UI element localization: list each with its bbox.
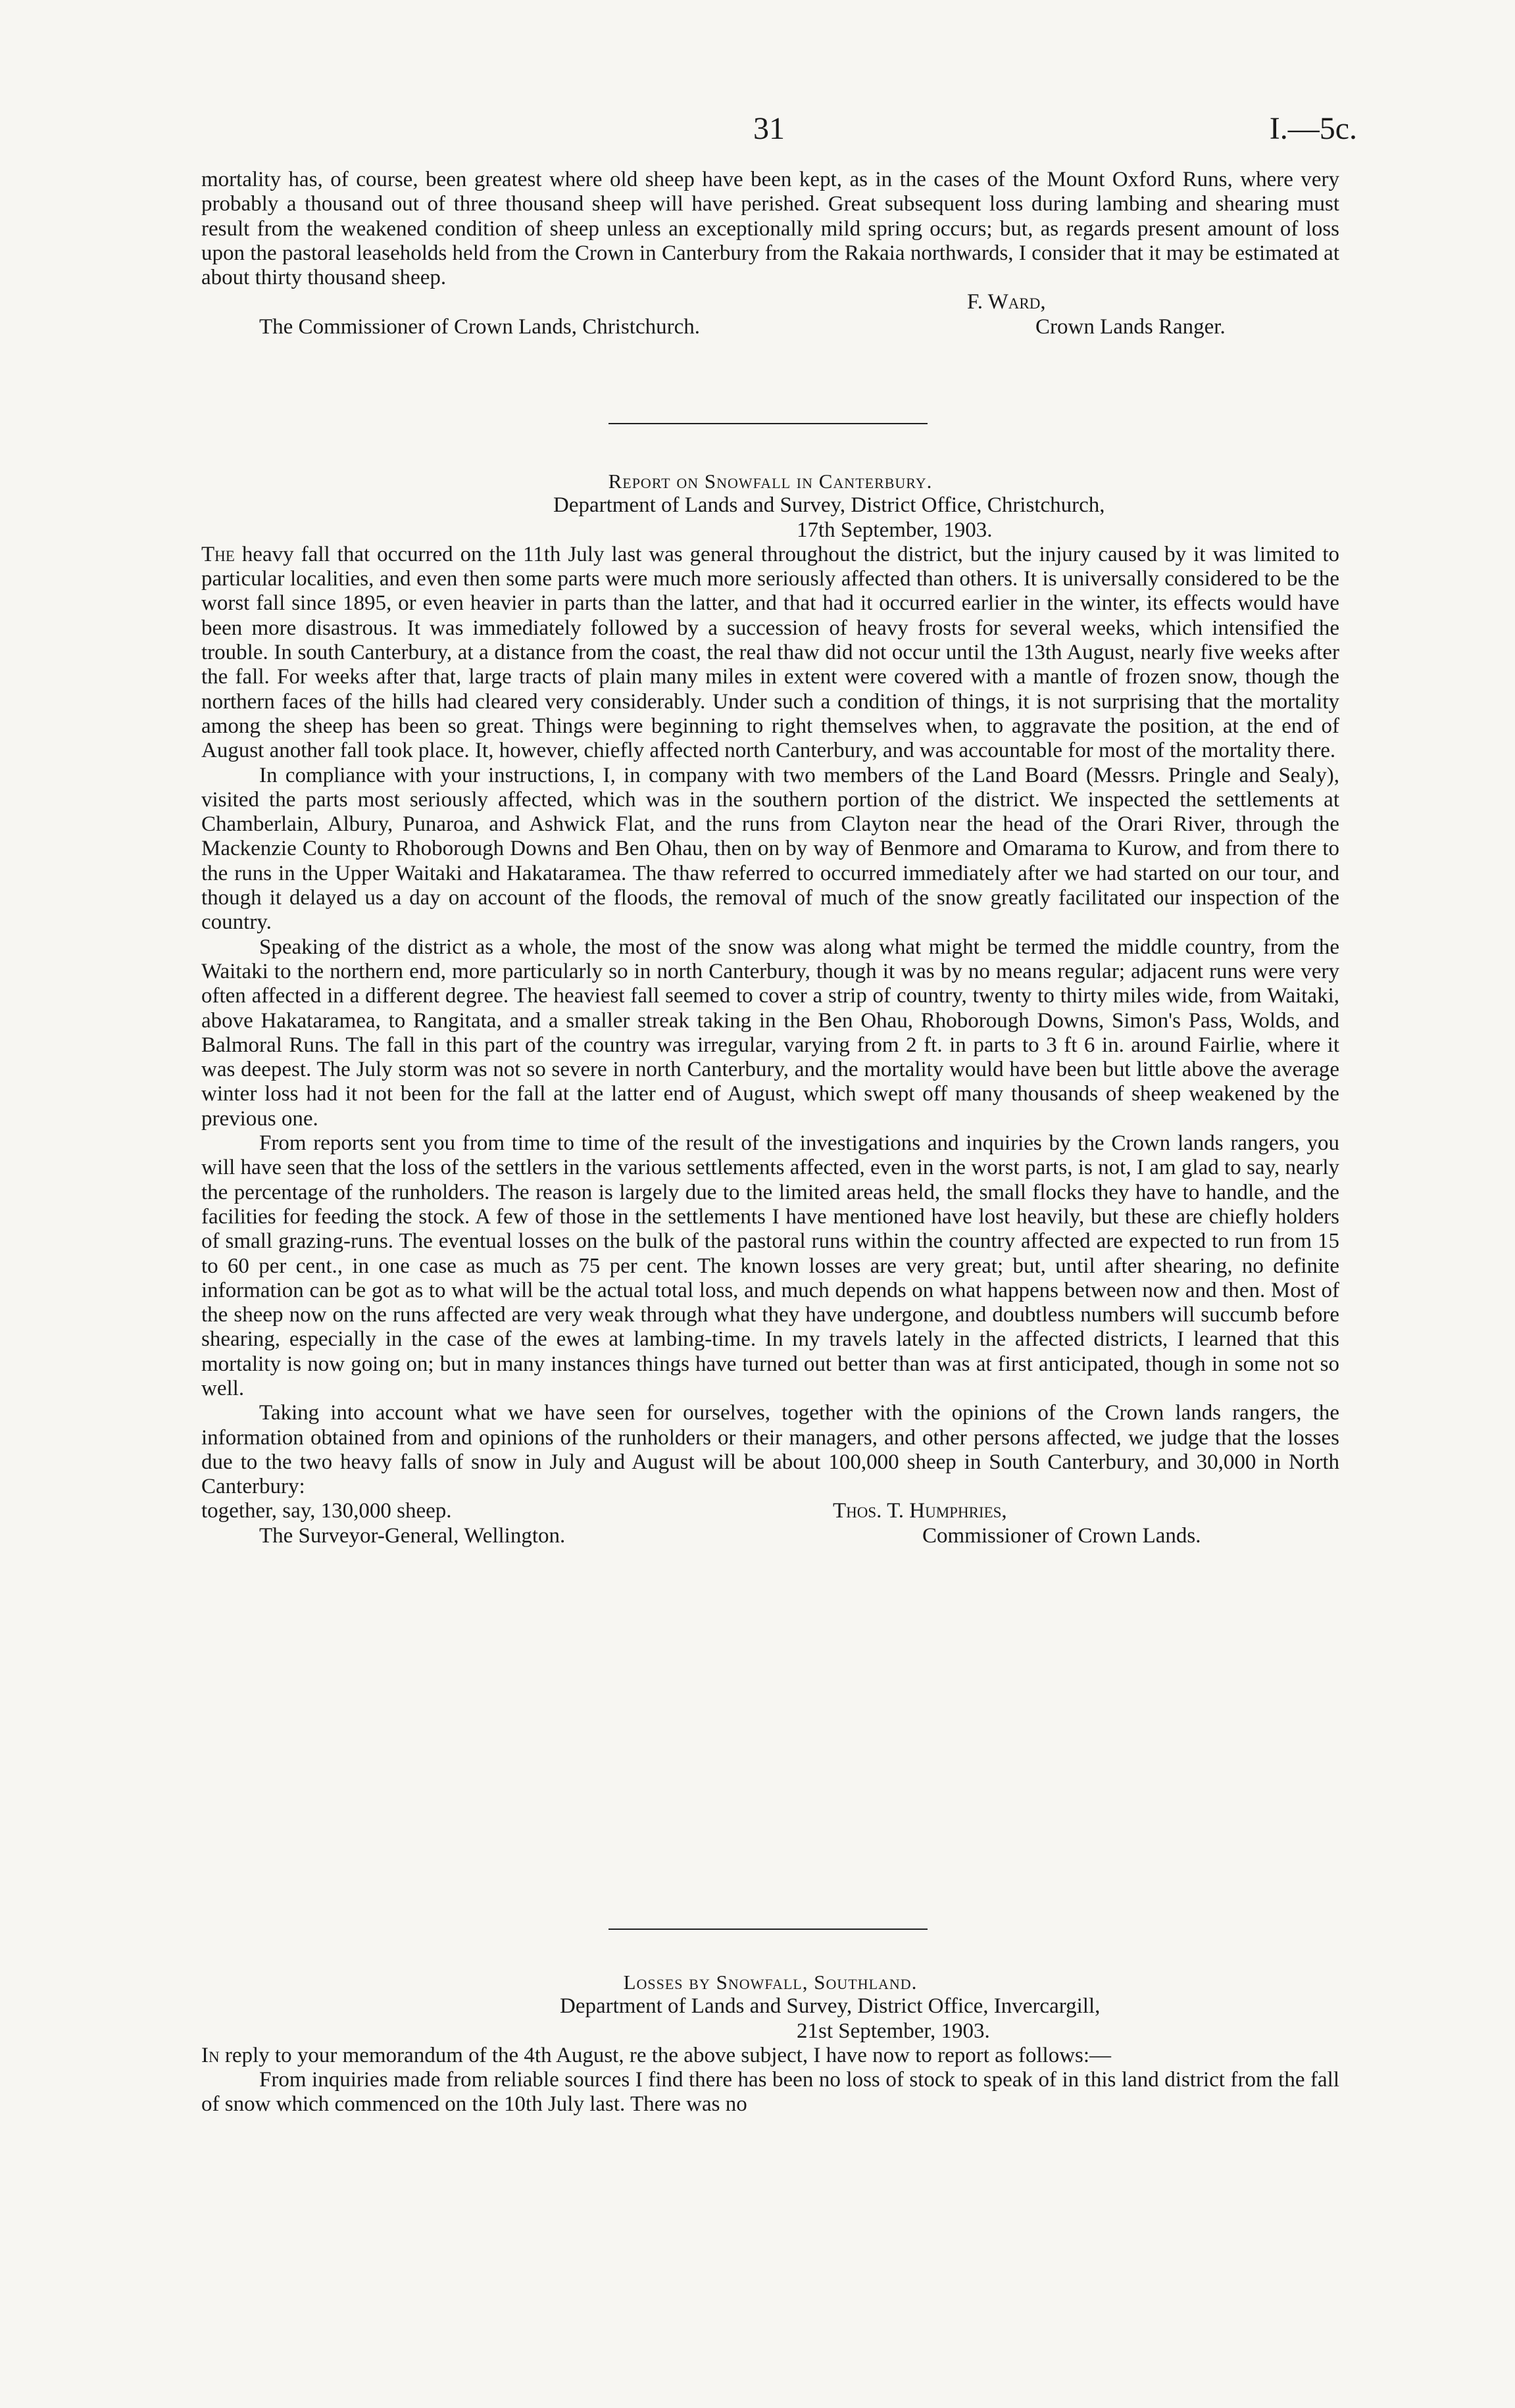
report-southland — [201, 1970, 1339, 2117]
first-word: The — [201, 542, 235, 566]
report-title: Report on Snowfall in Canterbury. — [608, 470, 933, 493]
section-divider — [608, 1929, 928, 1930]
addressee-line — [201, 1524, 1339, 1548]
closing-line: together, say, 130,000 sheep. — [201, 1499, 452, 1523]
section-divider — [608, 423, 928, 424]
department-line: Department of Lands and Survey, District Office, Christchurch, — [553, 493, 1105, 518]
signatory-name: Thos. T. Humphries, — [833, 1499, 1007, 1523]
report-date: 21st September, 1903. — [797, 2019, 990, 2043]
addressee: The Surveyor-General, Wellington. — [259, 1523, 566, 1548]
page-number: 31 — [753, 111, 785, 146]
signature-line — [201, 290, 1339, 314]
report-canterbury — [201, 469, 1339, 1548]
report-paragraph-1: The heavy fall that occurred on the 11th July last was general throughout the district, but the injury caused by it was limited to particular localities, and even then some parts were much more seriously affected than others. It is universally considered to be the worst fall since 1895, or even heavier in parts than the latter, and that had it occurred earlier in the winter, its effects would have been more disastrous. It was immediately followed by a succession of heavy frosts for several weeks, which intensified the trouble. In south Canterbury, at a distance from the coast, the real thaw did not occur until the 13th August, nearly five weeks after the fall. For weeks after that, large tracts of plain many miles in extent were covered with a mantle of frozen snow, though the northern faces of the hills had cleared very considerably. Under such a condition of things, it is not surprising that the mortality among the sheep has been so great. Things were beginning to right themselves when, to aggravate the position, at the end of August another fall took place. It, however, chiefly affected north Canterbury, and was accountable for most of the mortality there. — [201, 542, 1340, 763]
report-paragraph-2: In compliance with your instructions, I, in company with two members of the Land Board (Messrs. Pringle and Sealy), visited the parts most seriously affected, which was in the southern portion of the district. We inspected the settlements at Chamberlain, Albury, Punaroa, and Ashwick Flat, and the runs from Clayton near the head of the Orari River, through the Mackenzie County to Rhoborough Downs and Ben Ohau, then on by way of Benmore and Omarama to Kurow, and from there to the runs in the Upper Waitaki and Hakataramea. The thaw referred to occurred immediately after we had started on our tour, and though it delayed us a day on account of the floods, the removal of much of the snow greatly facilitated our inspection of the country. — [201, 763, 1339, 935]
addressee-line — [201, 315, 1339, 339]
page-header — [0, 111, 1515, 150]
first-word: In — [201, 2043, 220, 2067]
report-paragraph-1: In reply to your memorandum of the 4th August, re the above subject, I have now to report as follows:— — [201, 2043, 1112, 2067]
report-paragraph-2: From inquiries made from reliable sources I find there has been no loss of stock to speak of in this land district from the fall of snow which commenced on the 10th July last. There was no — [201, 2068, 1339, 2117]
report-title: Losses by Snowfall, Southland. — [623, 1971, 918, 1994]
report-paragraph-4: From reports sent you from time to time of the result of the investigations and inquiries by the Crown lands rangers, you will have seen that the loss of the settlers in the various settlements affected, even in the worst parts, is not, I am glad to say, nearly the percentage of the runholders. The reason is largely due to the limited areas held, the small flocks they have to handle, and the facilities for feeding the stock. A few of those in the settlements I have mentioned have lost heavily, but these are chiefly holders of small grazing-runs. The eventual losses on the bulk of the pastoral runs within the country affected are expected to run from 15 to 60 per cent., in one case as much as 75 per cent. The known losses are very great; but, until after shearing, no definite information can be got as to what will be the actual total loss, and much depends on what happens between now and then. Most of the sheep now on the runs affected are very weak through what they have undergone, and doubtless numbers will succumb before shearing, especially in the case of the ewes at lambing-time. In my travels lately in the affected districts, I learned that this mortality is now going on; but in many instances things have turned out better than was at first anticipated, though in some not so well. — [201, 1131, 1339, 1400]
document-reference: I.—5c. — [1269, 111, 1357, 146]
report-date: 17th September, 1903. — [797, 518, 993, 542]
signatory-title: Crown Lands Ranger. — [1035, 314, 1226, 339]
continuation-section — [201, 168, 1339, 339]
signatory-title: Commissioner of Crown Lands. — [922, 1523, 1201, 1548]
continuation-paragraph: mortality has, of course, been greatest where old sheep have been kept, as in the cases of the Mount Oxford Runs, where very probably a thousand out of three thousand sheep will have perished. Great subsequent loss during lambing and shearing must result from the weakened condition of sheep unless an exceptionally mild spring occurs; but, as regards present amount of loss upon the pastoral leaseholds held from the Crown in Canterbury from the Rakaia northwards, I consider that it may be estimated at about thirty thousand sheep. — [201, 168, 1339, 290]
department-line: Department of Lands and Survey, District Office, Invercargill, — [560, 1994, 1101, 2019]
addressee: The Commissioner of Crown Lands, Christchurch. — [259, 314, 700, 339]
closing-signature-line — [201, 1499, 1339, 1523]
report-paragraph-5: Taking into account what we have seen for ourselves, together with the opinions of the Crown lands rangers, the information obtained from and opinions of the runholders or their managers, and other persons affected, we judge that the losses due to the two heavy falls of snow in July and August will be about 100,000 sheep in South Canterbury, and 30,000 in North Canterbury: — [201, 1401, 1339, 1499]
signatory-name: F. Ward, — [967, 290, 1046, 314]
report-paragraph-3: Speaking of the district as a whole, the most of the snow was along what might be termed the middle country, from the Waitaki to the northern end, more particularly so in north Canterbury, though it was by no means regular; adjacent runs were very often affected in a different degree. The heaviest fall seemed to cover a strip of country, twenty to thirty miles wide, from Waitaki, above Hakataramea, to Rangitata, and a smaller streak taking in the Ben Ohau, Rhoborough Downs, Simon's Pass, Wolds, and Balmoral Runs. The fall in this part of the country was irregular, varying from 2 ft. in parts to 3 ft 6 in. around Fairlie, where it was deepest. The July storm was not so severe in north Canterbury, and the mortality would have been but little above the average winter loss had it not been for the fall at the latter end of August, which swept off many thousands of sheep weakened by the previous one. — [201, 935, 1339, 1131]
